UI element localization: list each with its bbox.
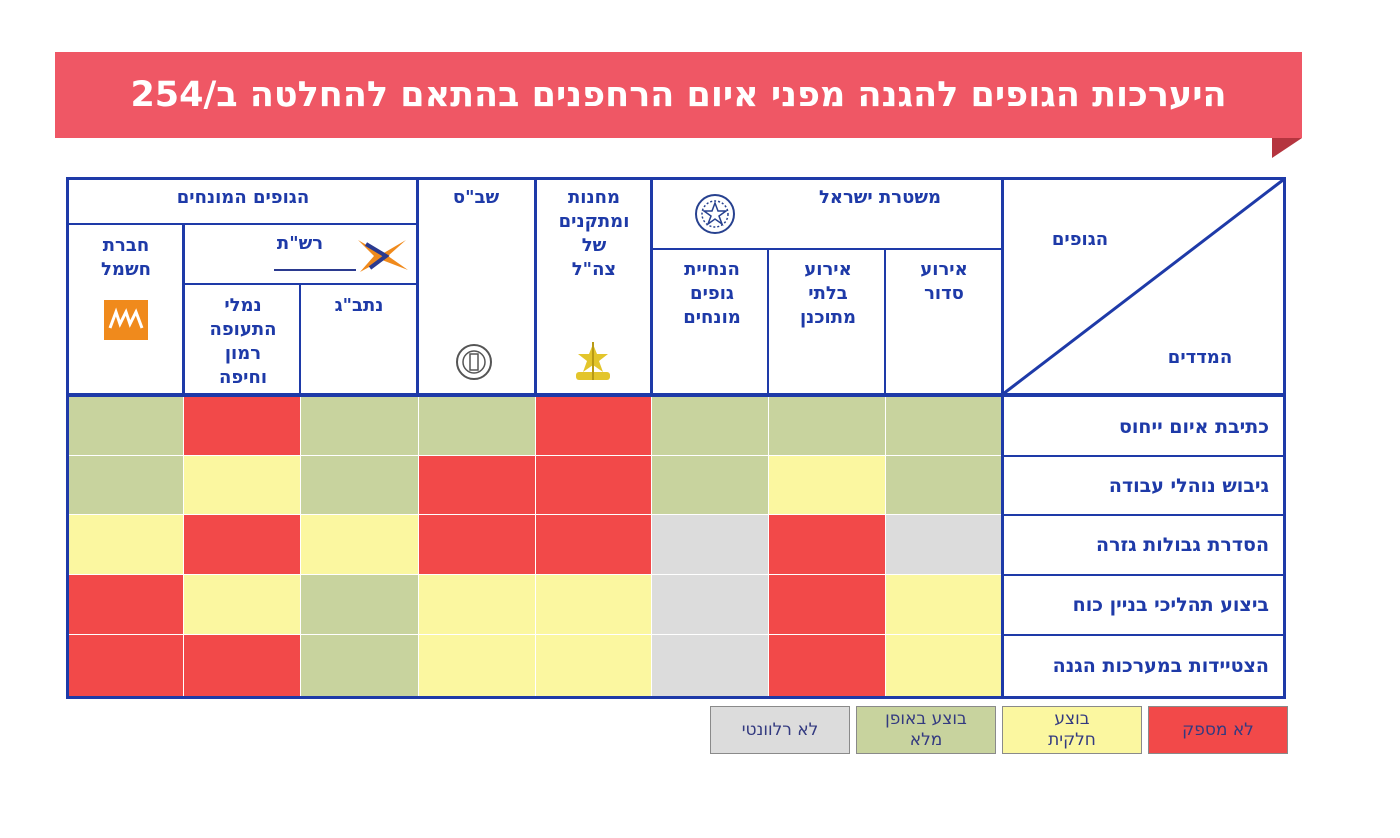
header-rashat-sub-1: נתב"ג — [334, 295, 384, 316]
hline-supervised — [66, 223, 418, 225]
legend-item: לא מספק — [1148, 706, 1288, 754]
header-police-sub-3: הנחיית גופים מונחים — [683, 259, 741, 328]
header-police: משטרת ישראל — [818, 187, 942, 208]
rashat-logo-icon — [270, 234, 412, 276]
row-label: גיבוש נוהלי עבודה — [1108, 474, 1269, 497]
electric-company-logo-icon — [104, 300, 148, 340]
legend-item: בוצע באופן מלא — [856, 706, 996, 754]
header-police-sub-2: אירוע בלתי מתוכנן — [799, 259, 857, 328]
header-idf-facilities: מחנות ומתקנים של צה"ל — [558, 187, 630, 280]
row-label: הסדרת גבולות גזרה — [1096, 534, 1269, 556]
header-police-sub-1: אירוע סדור — [920, 259, 968, 304]
vline-rashat-left — [182, 224, 185, 397]
header-rashat-sub-2: נמלי התעופה רמון וחיפה — [209, 295, 277, 388]
page-title: היערכות הגופים להגנה מפני איום הרחפנים בהתאם להחלטה ב/254 — [130, 75, 1227, 115]
hline-rashat-sub — [182, 283, 418, 285]
vline-police-left — [650, 177, 653, 397]
header-rashat: רש"ת — [276, 233, 324, 254]
police-emblem-icon — [693, 192, 737, 236]
header-corner-top: הגופים — [1051, 229, 1109, 250]
vline-police-sub-b — [767, 249, 769, 397]
header-electric-company: חברת חשמל — [101, 235, 151, 280]
shabas-emblem-icon — [454, 342, 494, 382]
header-corner-bottom: המדדים — [1167, 347, 1233, 368]
legend-item: לא רלוונטי — [710, 706, 850, 754]
row-label: כתיבת איום ייחוס — [1119, 415, 1269, 438]
vline-police-sub-a — [884, 249, 886, 397]
vline-rashat-sub — [299, 284, 301, 397]
vline-shabas-left — [416, 177, 419, 397]
idf-emblem-icon — [568, 340, 618, 386]
header-supervised-bodies: הגופים המונחים — [176, 187, 310, 208]
row-label: ביצוע תהליכי בניין כוח — [1072, 594, 1269, 616]
vline-idf-left — [534, 177, 537, 397]
header-bottom-line — [66, 393, 1286, 397]
hline-police-sub — [650, 248, 1002, 250]
header-shabas: שב"ס — [452, 187, 500, 208]
vline-corner — [1001, 177, 1004, 699]
legend-item: בוצע חלקית — [1002, 706, 1142, 754]
row-label: הצטיידות במערכות הגנה — [1052, 655, 1269, 677]
